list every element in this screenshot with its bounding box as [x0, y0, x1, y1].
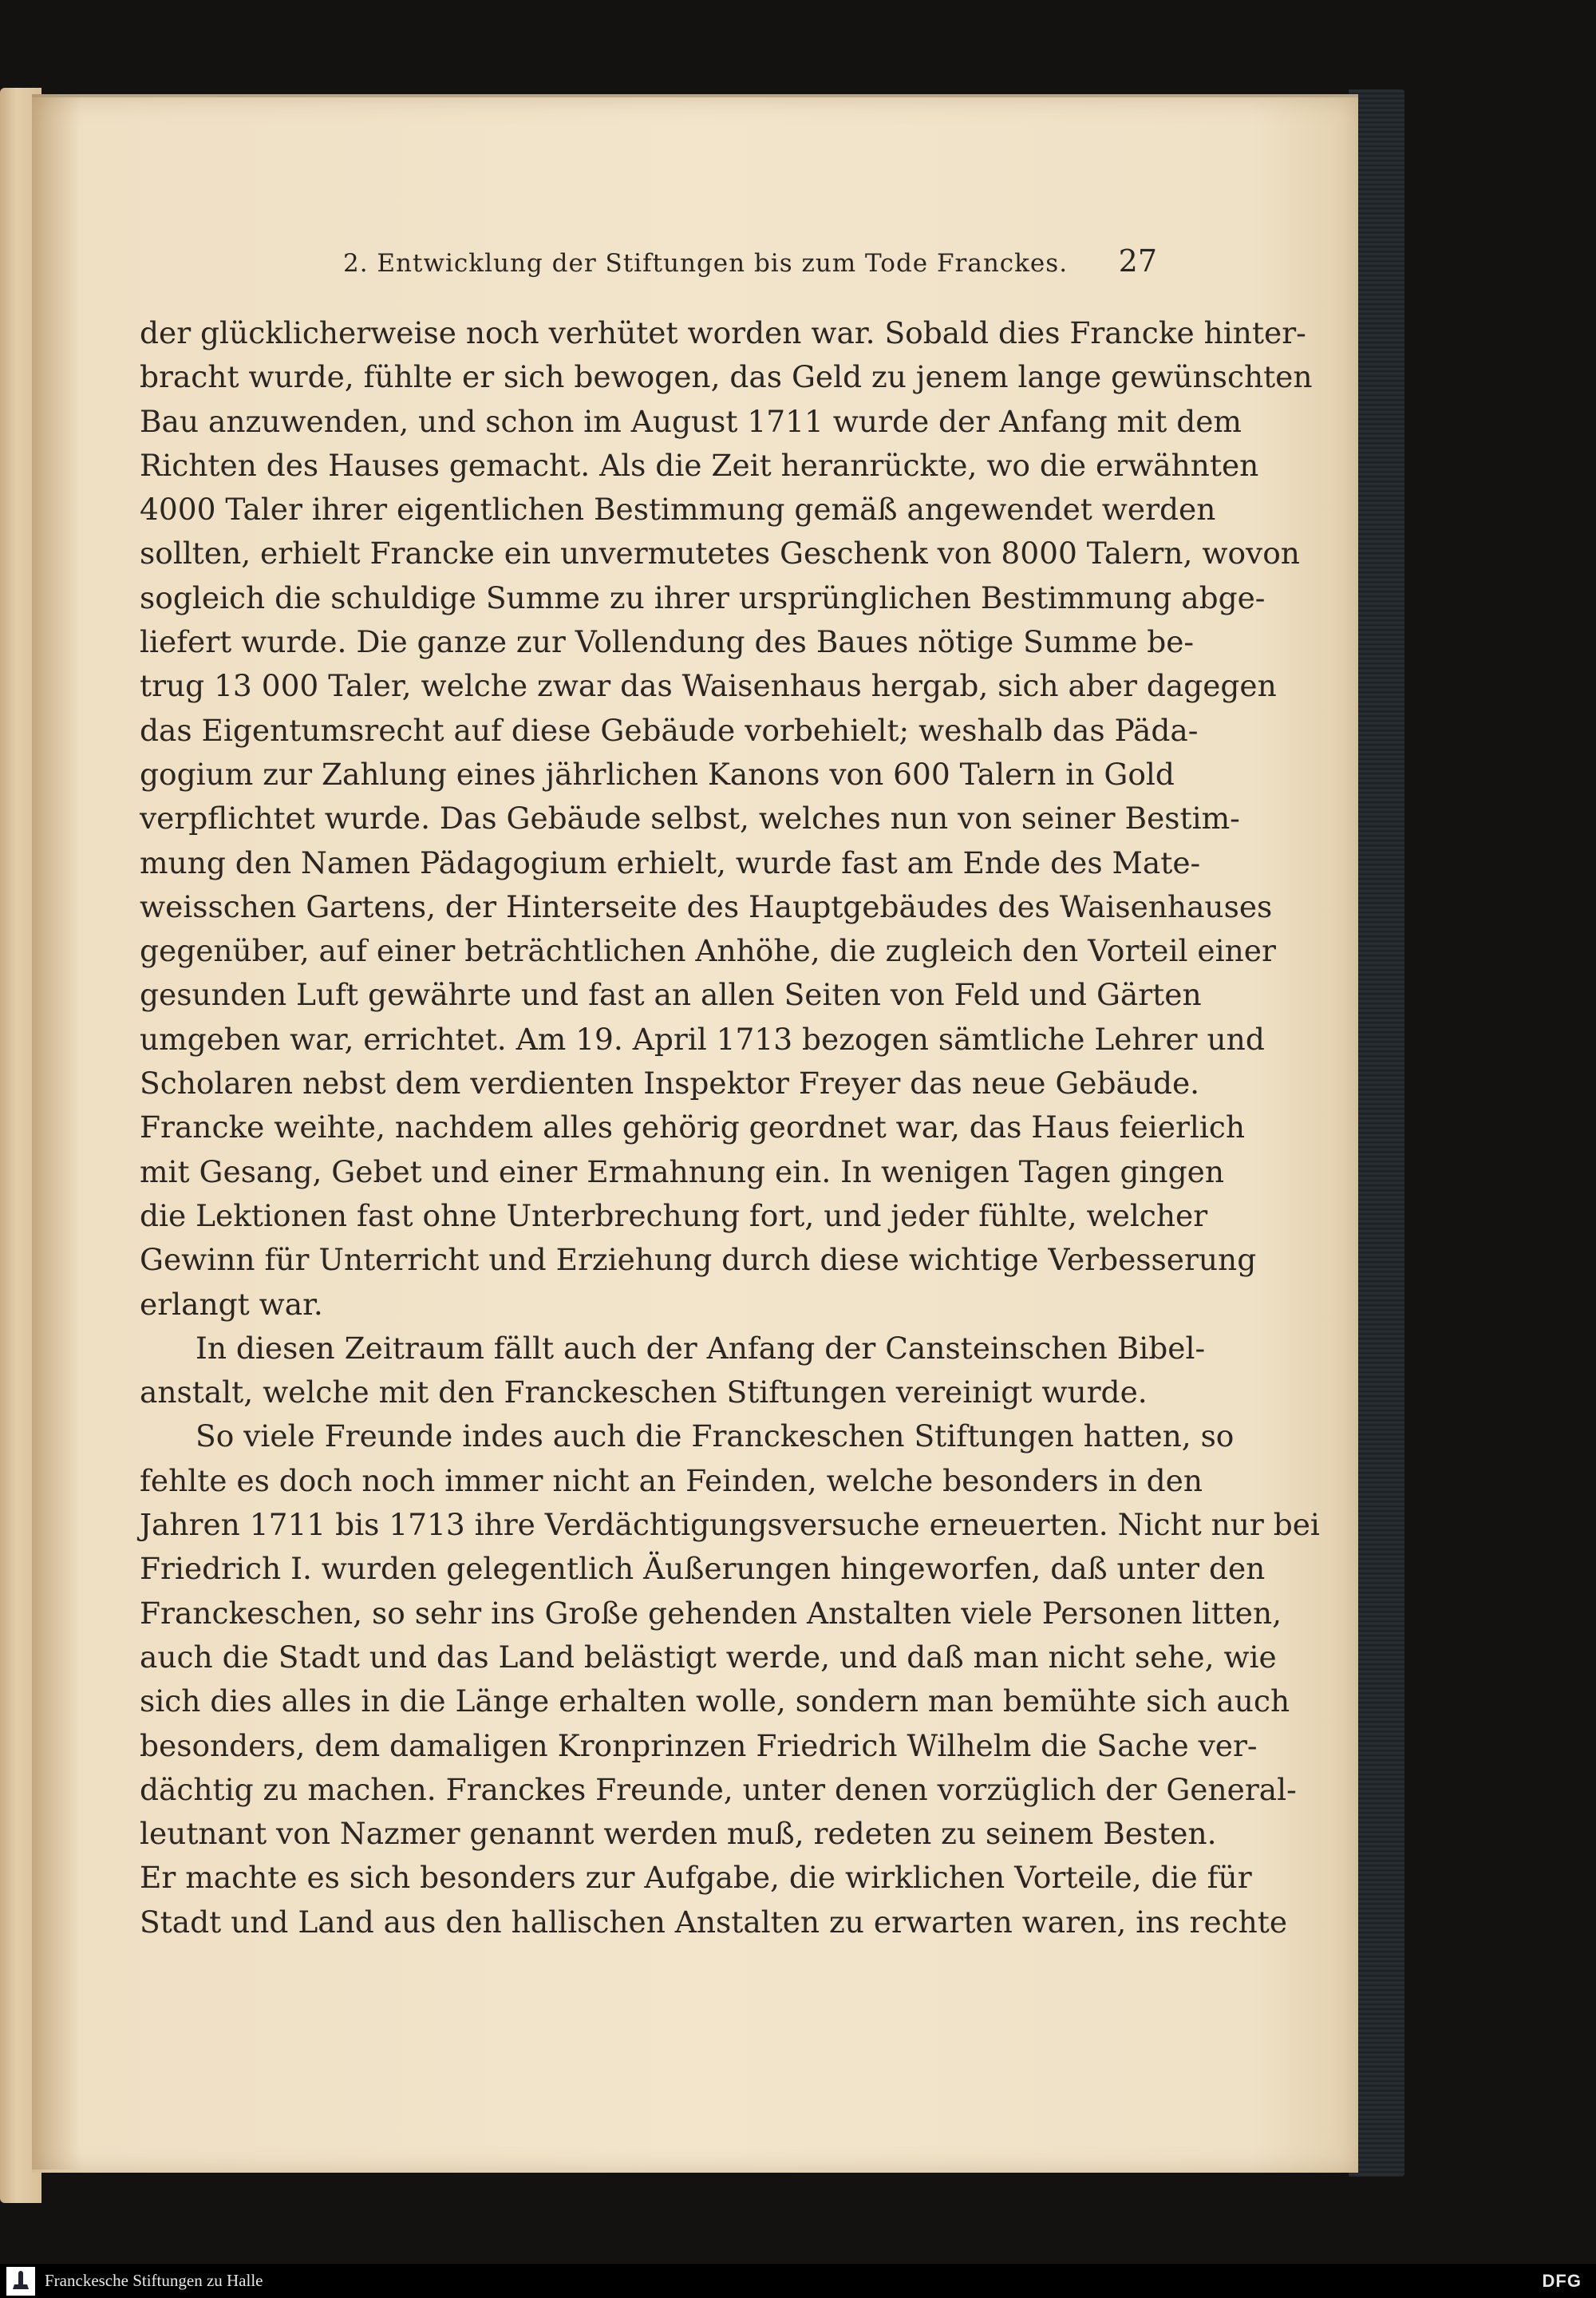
text-line: Gewinn für Unterricht und Erziehung durch diese wichtige Verbesserung [140, 1242, 1257, 1278]
text-line: trug 13 000 Taler, welche zwar das Waisenhaus hergab, sich aber dagegen [140, 668, 1277, 704]
text-line: So viele Freunde indes auch die Franckeschen Stiftungen hatten, so [196, 1418, 1235, 1454]
body-text [140, 311, 1320, 1944]
text-line: gogium zur Zahlung eines jährlichen Kanons von 600 Talern in Gold [140, 756, 1175, 792]
text-line: erlangt war. [140, 1286, 323, 1322]
footer-institution [0, 2267, 263, 2296]
viewer-footer [0, 2264, 1596, 2298]
text-line: gesunden Luft gewährte und fast an allen Seiten von Feld und Gärten [140, 977, 1202, 1013]
text-line: der glücklicherweise noch verhütet worden war. Sobald dies Francke hinter- [140, 315, 1306, 350]
paragraph [140, 1327, 1206, 1415]
page-number: 27 [1118, 243, 1157, 279]
text-line: Friedrich I. wurden gelegentlich Äußerungen hingeworfen, daß unter den [140, 1551, 1266, 1587]
text-line: In diesen Zeitraum fällt auch der Anfang der Cansteinschen Bibel- [196, 1330, 1206, 1366]
text-line: Stadt und Land aus den hallischen Anstalten zu erwarten waren, ins rechte [140, 1904, 1288, 1940]
text-line: leutnant von Nazmer genannt werden muß, redeten zu seinem Besten. [140, 1816, 1217, 1852]
text-line: auch die Stadt und das Land belästigt werde, und daß man nicht sehe, wie [140, 1639, 1277, 1675]
text-line: Er machte es sich besonders zur Aufgabe, die wirklichen Vorteile, die für [140, 1860, 1252, 1896]
text-line: mung den Namen Pädagogium erhielt, wurde fast am Ende des Mate- [140, 844, 1201, 880]
text-line: mit Gesang, Gebet und einer Ermahnung ein. In wenigen Tagen gingen [140, 1153, 1224, 1189]
text-line: verpflichtet wurde. Das Gebäude selbst, welches nun von seiner Bestim- [140, 801, 1240, 837]
text-line: das Eigentumsrecht auf diese Gebäude vorbehielt; weshalb das Päda- [140, 712, 1199, 748]
running-head: 2. Entwicklung der Stiftungen bis zum Tode Franckes. [343, 249, 1069, 278]
text-line: Franckeschen, so sehr ins Große gehenden Anstalten viele Personen litten, [140, 1595, 1282, 1631]
page-gutter-shadow [32, 94, 80, 2169]
text-line: gegenüber, auf einer beträchtlichen Anhöhe, die zugleich den Vorteil einer [140, 933, 1276, 969]
text-line: Bau anzuwenden, und schon im August 1711 wurde der Anfang mit dem [140, 403, 1242, 439]
text-line: 4000 Taler ihrer eigentlichen Bestimmung gemäß angewendet werden [140, 492, 1216, 528]
text-line: die Lektionen fast ohne Unterbrechung fort, und jeder fühlte, welcher [140, 1197, 1208, 1233]
paragraph [140, 1414, 1320, 1944]
text-line: Jahren 1711 bis 1713 ihre Verdächtigungsversuche erneuerten. Nicht nur bei [140, 1507, 1320, 1543]
text-line: dächtig zu machen. Franckes Freunde, unter denen vorzüglich der General- [140, 1771, 1297, 1807]
text-line: weisschen Gartens, der Hinterseite des Hauptgebäudes des Waisenhauses [140, 888, 1273, 924]
text-line: sollten, erhielt Francke ein unvermutetes Geschenk von 8000 Talern, wovon [140, 536, 1300, 572]
text-line: fehlte es doch noch immer nicht an Feinden, welche besonders in den [140, 1462, 1203, 1498]
text-line: sogleich die schuldige Summe zu ihrer ursprünglichen Bestimmung abge- [140, 579, 1266, 615]
text-line: sich dies alles in die Länge erhalten wolle, sondern man bemühte sich auch [140, 1683, 1290, 1719]
text-line: Richten des Hauses gemacht. Als die Zeit heranrückte, wo die erwähnten [140, 447, 1259, 483]
institution-logo-icon [6, 2267, 35, 2296]
text-line: besonders, dem damaligen Kronprinzen Friedrich Wilhelm die Sache ver- [140, 1727, 1258, 1763]
text-line: bracht wurde, fühlte er sich bewogen, das Geld zu jenem lange gewünschten [140, 359, 1313, 395]
text-line: Scholaren nebst dem verdienten Inspektor Freyer das neue Gebäude. [140, 1066, 1200, 1102]
page-header [136, 243, 1157, 279]
text-line: Francke weihte, nachdem alles gehörig geordnet war, das Haus feierlich [140, 1109, 1246, 1145]
dfg-logo: DFG [1542, 2270, 1582, 2291]
text-line: anstalt, welche mit den Franckeschen Stiftungen vereinigt wurde. [140, 1374, 1148, 1410]
institution-name: Franckesche Stiftungen zu Halle [45, 2271, 263, 2290]
paragraph [140, 311, 1313, 1327]
text-line: umgeben war, errichtet. Am 19. April 1713 bezogen sämtliche Lehrer und [140, 1021, 1265, 1057]
text-line: liefert wurde. Die ganze zur Vollendung des Baues nötige Summe be- [140, 624, 1195, 660]
